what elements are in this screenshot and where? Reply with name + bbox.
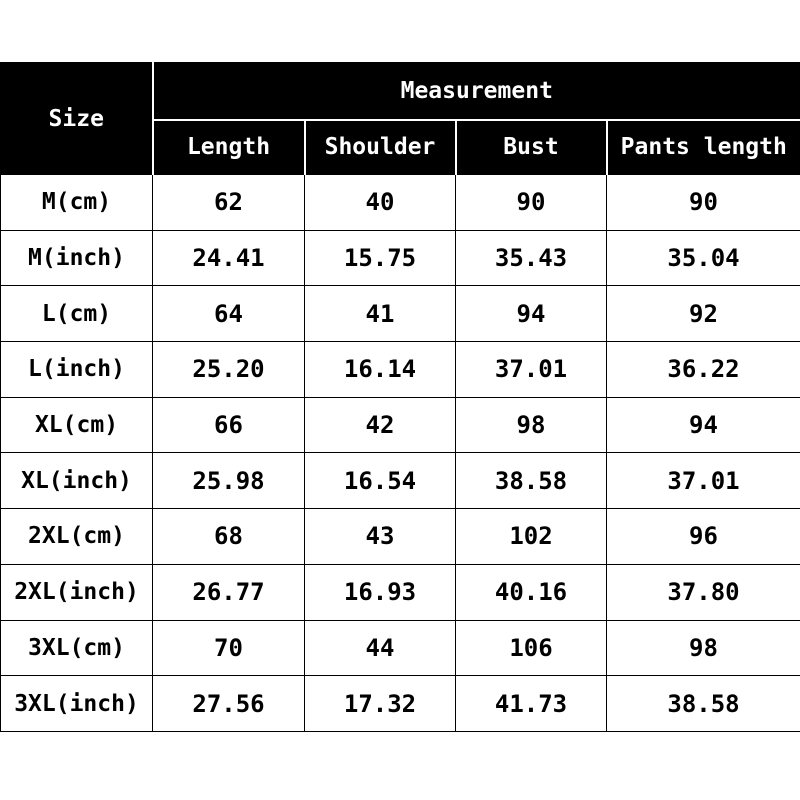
pants-length-cell: 38.58 [607,676,800,732]
table-row [1,397,800,453]
size-cell: XL(cm) [1,397,153,453]
table-row [1,564,800,620]
shoulder-cell: 17.32 [305,676,456,732]
bust-cell: 90 [456,175,607,231]
table-row [1,676,800,732]
pants-length-cell: 35.04 [607,230,800,286]
shoulder-cell: 44 [305,620,456,676]
size-cell: M(cm) [1,175,153,231]
size-cell: 2XL(inch) [1,564,153,620]
pants-length-cell: 37.80 [607,564,800,620]
pants-length-cell: 90 [607,175,800,231]
bust-cell: 106 [456,620,607,676]
table-row [1,286,800,342]
size-header: Size [1,63,153,175]
table-row [1,453,800,509]
table-row [1,620,800,676]
pants-length-cell: 92 [607,286,800,342]
length-cell: 25.98 [153,453,305,509]
column-header-pants-length: Pants length [607,120,800,175]
length-cell: 25.20 [153,342,305,398]
pants-length-cell: 37.01 [607,453,800,509]
shoulder-cell: 43 [305,509,456,565]
size-table [0,62,800,732]
length-cell: 27.56 [153,676,305,732]
column-header-shoulder: Shoulder [305,120,456,175]
length-cell: 62 [153,175,305,231]
pants-length-cell: 96 [607,509,800,565]
bust-cell: 102 [456,509,607,565]
size-cell: 3XL(cm) [1,620,153,676]
shoulder-cell: 40 [305,175,456,231]
column-header-bust: Bust [456,120,607,175]
table-header [1,63,800,175]
bust-cell: 35.43 [456,230,607,286]
column-header-length: Length [153,120,305,175]
bust-cell: 40.16 [456,564,607,620]
length-cell: 64 [153,286,305,342]
size-cell: M(inch) [1,230,153,286]
bust-cell: 98 [456,397,607,453]
pants-length-cell: 94 [607,397,800,453]
length-cell: 24.41 [153,230,305,286]
bust-cell: 41.73 [456,676,607,732]
table-row [1,509,800,565]
size-cell: L(inch) [1,342,153,398]
length-cell: 66 [153,397,305,453]
shoulder-cell: 16.14 [305,342,456,398]
table-row [1,342,800,398]
size-cell: 2XL(cm) [1,509,153,565]
table-body [1,175,800,732]
shoulder-cell: 41 [305,286,456,342]
table-row [1,175,800,231]
table-row [1,230,800,286]
size-chart [0,62,800,732]
bust-cell: 38.58 [456,453,607,509]
shoulder-cell: 42 [305,397,456,453]
pants-length-cell: 98 [607,620,800,676]
size-cell: 3XL(inch) [1,676,153,732]
size-cell: L(cm) [1,286,153,342]
bust-cell: 37.01 [456,342,607,398]
size-cell: XL(inch) [1,453,153,509]
bust-cell: 94 [456,286,607,342]
shoulder-cell: 16.93 [305,564,456,620]
length-cell: 68 [153,509,305,565]
length-cell: 26.77 [153,564,305,620]
measurement-header: Measurement [153,63,800,120]
length-cell: 70 [153,620,305,676]
pants-length-cell: 36.22 [607,342,800,398]
shoulder-cell: 16.54 [305,453,456,509]
shoulder-cell: 15.75 [305,230,456,286]
